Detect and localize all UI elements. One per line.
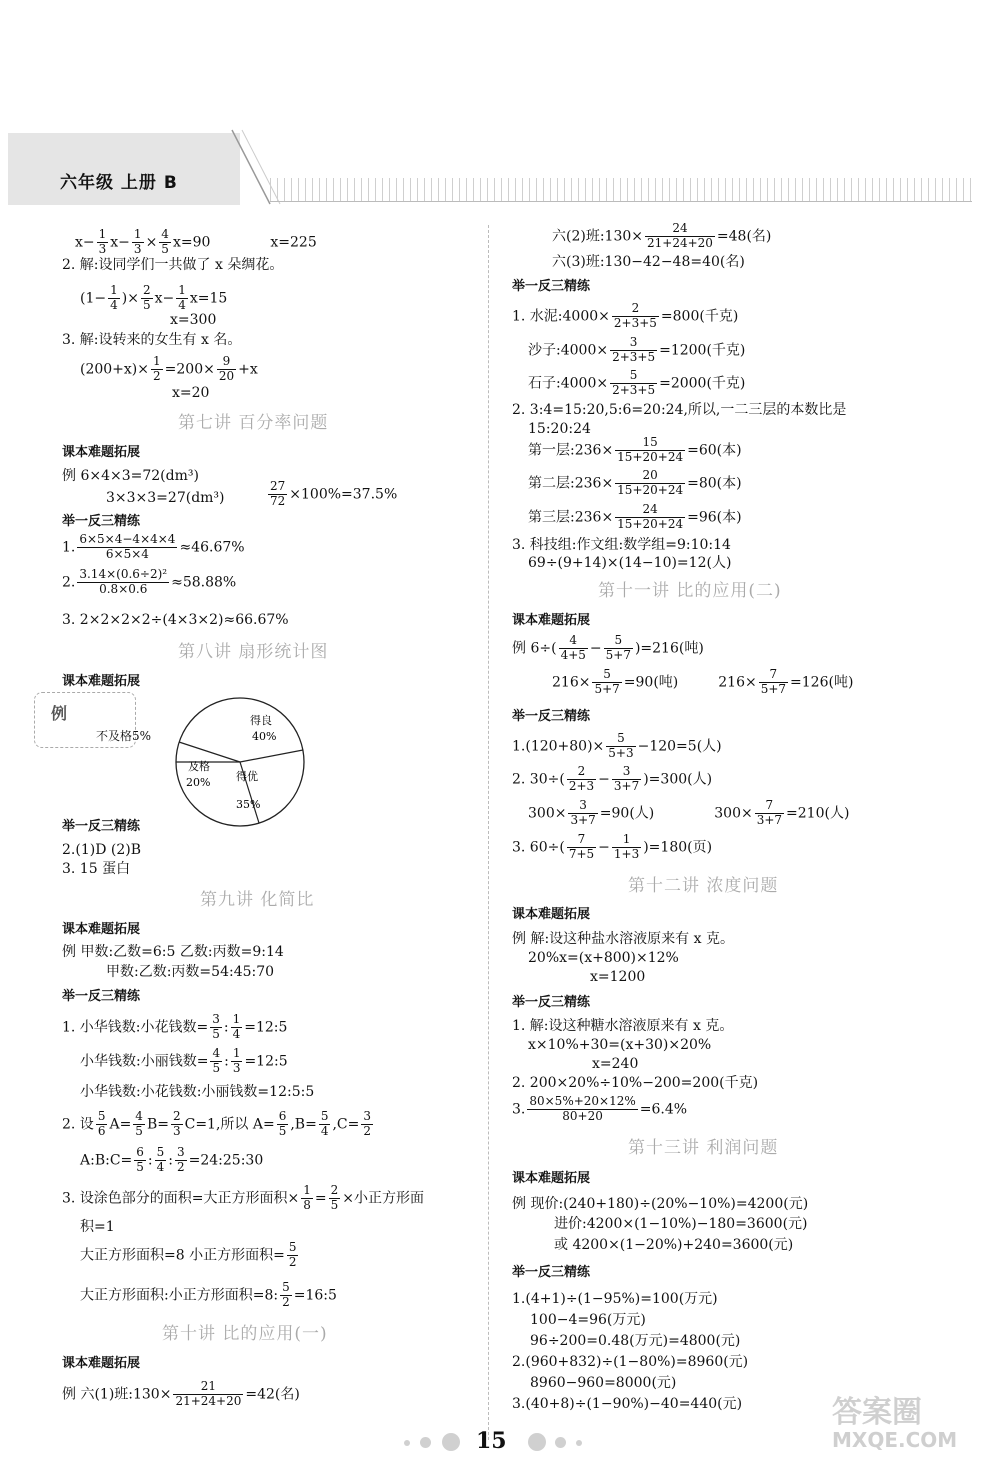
fraction: $\frac{1}{1+3}$ <box>613 832 640 861</box>
fraction: $\frac{2}{2+3}$ <box>568 764 595 793</box>
text-line: 3. 科技组:作文组:数学组=9:10:14 <box>512 537 731 553</box>
fraction: $\frac{5}{5+7}$ <box>605 633 631 662</box>
text-line: 8960−960=8000(元) <box>530 1375 677 1391</box>
text-line: 例 解:设这种盐水溶液原来有 x 克。 <box>512 931 734 947</box>
subheading: 课本难题拓展 <box>512 907 591 922</box>
eq-line: 大正方形面积:小正方形面积=8: $\frac{5}{2}$ =16:5 <box>80 1280 337 1309</box>
fraction: $\frac{1}{8}$ <box>303 1183 311 1212</box>
fraction: $\frac{5}{5+7}$ <box>594 667 620 696</box>
subheading: 课本难题拓展 <box>62 445 141 460</box>
slice-label-excellent: 得优 <box>236 770 258 783</box>
fraction: $\frac{1}{4}$ <box>232 1012 241 1041</box>
fraction: $\frac{3}{2}$ <box>363 1109 371 1138</box>
text-line: 小华钱数:小花钱数:小丽钱数=12:5:5 <box>80 1084 315 1100</box>
fraction: $\frac{6}{5}$ <box>136 1145 144 1174</box>
text-line: 进价:4200×(1−10%)−180=3600(元) <box>554 1216 808 1232</box>
text-line: 3. 15 蛋白 <box>62 861 131 877</box>
subheading: 举一反三精练 <box>512 995 591 1010</box>
subheading: 课本难题拓展 <box>512 1171 591 1186</box>
fraction: $\frac{15}{15+20+24}$ <box>617 435 684 464</box>
text-line: x×10%+30=(x+30)×20% <box>528 1037 712 1053</box>
fraction: $\frac{20}{15+20+24}$ <box>617 468 684 497</box>
fraction: $\frac{27}{72}$ <box>270 479 286 508</box>
header-dotted-rule <box>270 178 972 202</box>
fraction: $\frac{1}{3}$ <box>98 227 107 256</box>
fraction: $\frac{7}{3+7}$ <box>756 798 783 827</box>
section-title-13: 第十三讲 利润问题 <box>628 1138 779 1158</box>
fraction: $\frac{24}{15+20+24}$ <box>617 502 684 531</box>
text-line: 100−4=96(万元) <box>530 1312 646 1328</box>
footer-dot <box>576 1440 582 1446</box>
eq-line: 2. $\frac{\text{3.14×(0.6÷2)²}}{0.8\times 0.6}$ ≈58.88% <box>62 567 237 596</box>
text-line: 96÷200=0.48(万元)=4800(元) <box>530 1333 741 1349</box>
text-line: 69÷(9+14)×(14−10)=12(人) <box>528 555 732 571</box>
section-title-10: 第十讲 比的应用(一) <box>162 1324 328 1344</box>
fraction: $\frac{2}{5}$ <box>330 1183 339 1212</box>
text-line: 1. 解:设这种糖水溶液原来有 x 克。 <box>512 1018 734 1034</box>
eq-line: 大正方形面积=8 小正方形面积= $\frac{5}{2}$ <box>80 1240 297 1269</box>
eq-line: (1− $\frac{1}{4}$ )× $\frac{2}{5}$ x− $\frac{1}{4}$ x=15 <box>80 283 228 312</box>
fraction: $\frac{2}{2+3+5}$ <box>613 301 657 330</box>
text-line: 或 4200×(1−20%)+240=3600(元) <box>554 1237 794 1253</box>
section-title-12: 第十二讲 浓度问题 <box>628 876 779 896</box>
footer-dot <box>404 1440 410 1446</box>
fraction: $\frac{5}{2}$ <box>282 1280 290 1309</box>
subheading: 课本难题拓展 <box>62 1356 141 1371</box>
footer-dot <box>528 1433 546 1451</box>
text-line: 例 甲数:乙数=6:5 乙数:丙数=9:14 <box>62 944 284 960</box>
eq-line: 2. 设 $\frac{5}{6}$ A= $\frac{4}{5}$ B= $\frac{2}{3}$ C=1,所以 A= $\frac{6}{5}$ ,B= $\frac{5}{4}$ ,C= $\frac{3}{2}$ <box>62 1109 371 1138</box>
page-number: 15 <box>476 1428 507 1454</box>
text-line: 2. 3:4=15:20,5:6=20:24,所以,一二三层的本数比是 <box>512 402 847 418</box>
fraction: $\frac{4}{5}$ <box>161 227 169 256</box>
subheading: 举一反三精练 <box>62 989 141 1004</box>
text-line: x=240 <box>592 1056 639 1072</box>
slice-value-excellent: 35% <box>236 798 261 811</box>
fraction: $\frac{3}{2+3+5}$ <box>612 335 656 364</box>
fraction: $\frac{4}{4+5}$ <box>560 633 586 662</box>
text-line: 3×3×3=27(dm³) <box>106 490 225 506</box>
subheading: 举一反三精练 <box>512 279 591 294</box>
fraction: $\frac{5}{5+3}$ <box>608 731 634 760</box>
slice-value-good: 40% <box>252 730 277 743</box>
eq-line: 2. 30÷( $\frac{2}{2+3}$ − $\frac{3}{3+7}$ )=300(人) <box>512 764 713 793</box>
slice-label-good: 得良 <box>250 714 272 727</box>
text-line: x=300 <box>170 312 217 328</box>
fraction: $\frac{3}{3+7}$ <box>570 798 596 827</box>
watermark <box>832 1395 958 1452</box>
subheading: 课本难题拓展 <box>62 674 141 689</box>
slice-label-pass: 及格 <box>188 760 210 773</box>
pie-divider <box>240 750 303 762</box>
eq-line: 300× $\frac{3}{3+7}$ =90(人) 300× $\frac{7}{3+7}$ =210(人) <box>528 798 850 827</box>
eq-line: 3. 设涂色部分的面积=大正方形面积× $\frac{1}{8}$ = $\frac{2}{5}$ ×小正方形面 <box>62 1183 425 1212</box>
text-line: 3. 解:设转来的女生有 x 名。 <box>62 332 242 348</box>
fraction: $\frac{4}{5}$ <box>135 1109 143 1138</box>
fraction: $\frac{6\times 5\times 4-4\times 4\times 4}{6\times 5\times 4}$ <box>79 532 176 561</box>
section-title-11: 第十一讲 比的应用(二) <box>598 581 782 601</box>
text-line: 2. 解:设同学们一共做了 x 朵绸花。 <box>62 257 284 273</box>
text-line: 例 6×4×3=72(dm³) <box>62 468 199 484</box>
text-line: 3. 2×2×2×2÷(4×3×2)≈66.67% <box>62 612 289 628</box>
fraction: $\frac{21}{21+24+20}$ <box>175 1379 242 1408</box>
text-line: 2. 200×20%÷10%−200=200(千克) <box>512 1075 759 1091</box>
eq-line: 1. 水泥:4000× $\frac{2}{2+3+5}$ =800(千克) <box>512 301 739 330</box>
fraction: $\frac{5}{6}$ <box>97 1109 106 1138</box>
eq-line: 沙子:4000× $\frac{3}{2+3+5}$ =1200(千克) <box>528 335 746 364</box>
eq-line: 3. $\frac{80\times 5\%+20\times 12\%}{80+20}$ =6.4% <box>512 1094 688 1123</box>
fraction: $\frac{7}{5+7}$ <box>760 667 787 696</box>
eq-line: 六(2)班:130× $\frac{24}{21+24+20}$ =48(名) <box>552 221 772 250</box>
fraction: $\frac{2}{3}$ <box>172 1109 181 1138</box>
watermark-url: MXQE.COM <box>832 1428 958 1452</box>
text-line: 1.(4+1)÷(1−95%)=100(万元) <box>512 1291 718 1307</box>
fraction: $\frac{1}{3}$ <box>133 227 142 256</box>
eq-line: 216× $\frac{5}{5+7}$ =90(吨) 216× $\frac{7}{5+7}$ =126(吨) <box>552 667 854 696</box>
fraction: $\frac{5}{4}$ <box>156 1145 165 1174</box>
column-divider <box>488 225 489 1440</box>
fraction: $\frac{1}{4}$ <box>178 283 186 312</box>
text-line: 20%x=(x+800)×12% <box>528 950 679 966</box>
eq-line: 3. 60÷( $\frac{7}{7+5}$ − $\frac{1}{1+3}$ )=180(页) <box>512 832 713 861</box>
footer-dot <box>420 1437 431 1448</box>
fraction: $\frac{7}{7+5}$ <box>568 832 595 861</box>
fraction: $\frac{9}{20}$ <box>218 354 235 383</box>
eq-line: 石子:4000× $\frac{5}{2+3+5}$ =2000(千克) <box>528 368 746 397</box>
slice-label-fail: 不及格5% <box>96 729 152 743</box>
footer-dot <box>442 1433 460 1451</box>
eq-line: 第二层:236× $\frac{20}{15+20+24}$ =80(本) <box>528 468 742 497</box>
fraction: $\frac{1}{3}$ <box>232 1046 241 1075</box>
eq-line: 第一层:236× $\frac{15}{15+20+24}$ =60(本) <box>528 435 742 464</box>
text-line: 甲数:乙数:丙数=54:45:70 <box>106 964 275 980</box>
text-line: 3.(40+8)÷(1−90%)−40=440(元) <box>512 1396 743 1412</box>
subheading: 课本难题拓展 <box>62 922 141 937</box>
subheading: 举一反三精练 <box>62 819 141 834</box>
text-line: x=1200 <box>590 969 646 985</box>
section-title-7: 第七讲 百分率问题 <box>178 413 329 433</box>
section-title-8: 第八讲 扇形统计图 <box>178 642 329 662</box>
eq-line: 小华钱数:小丽钱数= $\frac{4}{5}$ : $\frac{1}{3}$ =12:5 <box>80 1046 288 1075</box>
text-line: 2.(960+832)÷(1−80%)=8960(元) <box>512 1354 749 1370</box>
fraction: $\frac{1}{2}$ <box>153 354 161 383</box>
text-line: 例 现价:(240+180)÷(20%−10%)=4200(元) <box>512 1196 809 1212</box>
fraction: $\frac{3}{5}$ <box>212 1012 220 1041</box>
text-line: 2.(1)D (2)B <box>62 842 141 858</box>
fraction: $\frac{5}{4}$ <box>320 1109 329 1138</box>
fraction: $\frac{5}{2}$ <box>288 1240 297 1269</box>
eq-line: 例 6÷( $\frac{4}{4+5}$ − $\frac{5}{5+7}$ )=216(吨) <box>512 633 704 662</box>
pie-chart <box>170 692 310 832</box>
eq-line: A:B:C= $\frac{6}{5}$ : $\frac{5}{4}$ : $\frac{3}{2}$ =24:25:30 <box>80 1145 264 1174</box>
text-line: 积=1 <box>80 1219 115 1235</box>
eq-line: 例 六(1)班:130× $\frac{21}{21+24+20}$ =42(名) <box>62 1379 300 1408</box>
fraction: $\frac{80\times 5\%+20\times 12\%}{80+20}$ <box>529 1094 636 1123</box>
text-line: 六(3)班:130−42−48=40(名) <box>552 254 745 270</box>
footer-dot <box>555 1437 566 1448</box>
eq-line: 1. 小华钱数:小花钱数= $\frac{3}{5}$ : $\frac{1}{4}$ =12:5 <box>62 1012 288 1041</box>
watermark-cn: 答案圈 <box>832 1395 922 1430</box>
eq-line: 第三层:236× $\frac{24}{15+20+24}$ =96(本) <box>528 502 742 531</box>
eq-line: x− $\frac{1}{3}$ x− $\frac{1}{3}$ × $\frac{4}{5}$ x=90 x=225 <box>75 227 317 256</box>
eq-line: 1.(120+80)× $\frac{5}{5+3}$ −120=5(人) <box>512 731 722 760</box>
page-header-title: 六年级 上册 B <box>60 173 178 193</box>
fraction: $\frac{3}{3+7}$ <box>613 764 640 793</box>
subheading: 举一反三精练 <box>512 709 591 724</box>
fraction: $\frac{\text{3.14×(0.6÷2)²}}{0.8\times 0.6}$ <box>79 567 168 596</box>
slice-value-pass: 20% <box>186 776 211 789</box>
fraction: $\frac{4}{5}$ <box>212 1046 221 1075</box>
eq-line: (200+x)× $\frac{1}{2}$ =200× $\frac{9}{20}$ +x <box>80 354 258 383</box>
pie-divider <box>179 742 240 762</box>
text-line: x=20 <box>172 385 210 401</box>
stamp-text: 例 <box>51 704 68 723</box>
section-title-9: 第九讲 化简比 <box>200 890 315 910</box>
subheading: 举一反三精练 <box>62 514 141 529</box>
eq-line: 1. $\frac{6\times 5\times 4-4\times 4\times 4}{6\times 5\times 4}$ ≈46.67% <box>62 532 245 561</box>
fraction: $\frac{24}{21+24+20}$ <box>647 221 713 250</box>
fraction: $\frac{1}{4}$ <box>110 283 118 312</box>
fraction: $\frac{6}{5}$ <box>278 1109 287 1138</box>
subheading: 课本难题拓展 <box>512 613 591 628</box>
subheading: 举一反三精练 <box>512 1265 591 1280</box>
fraction: $\frac{2}{5}$ <box>142 283 151 312</box>
fraction: $\frac{3}{2}$ <box>177 1145 185 1174</box>
text-line: 15:20:24 <box>528 421 591 437</box>
fraction: $\frac{5}{2+3+5}$ <box>612 368 656 397</box>
eq-line: $\frac{27}{72}$ ×100%=37.5% <box>270 479 398 508</box>
